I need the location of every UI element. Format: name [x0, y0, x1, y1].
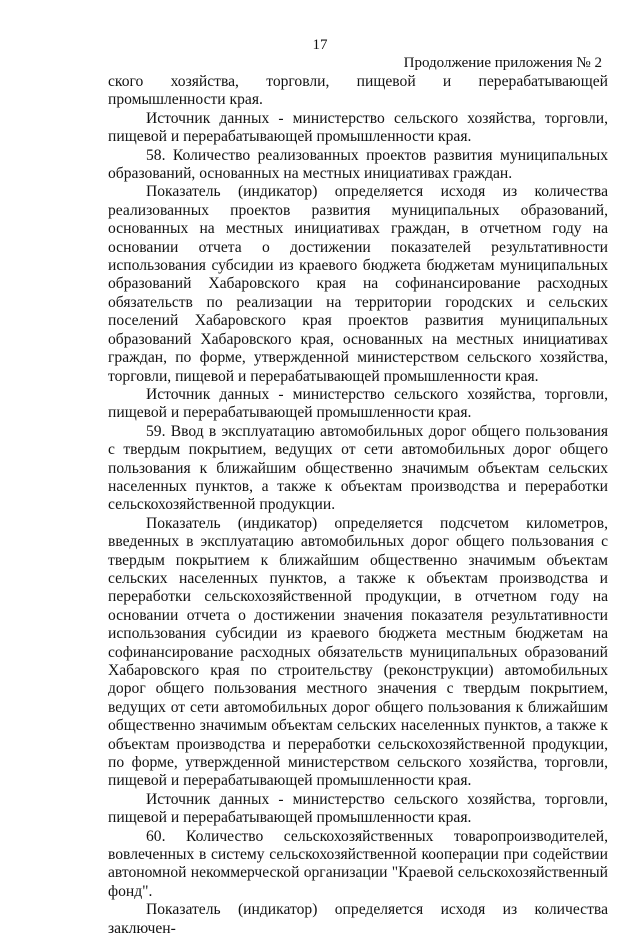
paragraph-item-60-definition: Показатель (индикатор) определяется исходя из количества заключен- — [108, 901, 608, 937]
appendix-continuation-label: Продолжение приложения № 2 — [403, 55, 602, 71]
paragraph-data-source: Источник данных - министерство сельского хозяйства, торговли, пищевой и перерабатывающей промышленности края. — [108, 790, 608, 827]
paragraph-data-source: Источник данных - министерство сельского хозяйства, торговли, пищевой и перерабатывающей промышленности края. — [108, 109, 608, 146]
paragraph-data-source: Источник данных - министерство сельского хозяйства, торговли, пищевой и перерабатывающей промышленности края. — [108, 385, 608, 422]
page-number: 17 — [312, 37, 328, 53]
paragraph-item-59-heading: 59. Ввод в эксплуатацию автомобильных дорог общего пользования с твердым покрытием, ведущих от сети автомобильных дорог общего пользования к ближайшим общественно значимым объектам сельских населенных пунктов, а также к объектам производства и переработки сельскохозяйственной продукции. — [108, 422, 608, 514]
paragraph-item-58-definition: Показатель (индикатор) определяется исходя из количества реализованных проектов развития муниципальных образований, основанных на местных инициативах граждан, в отчетном году на основании отчета о достижении показателей результативности использования субсидии из краевого бюджета бюджетам муниципальных образований Хабаровского края на софинансирование расходных обязательств по реализации на территории городских и сельских поселений Хабаровского края проектов развития муниципальных образований Хабаровского края, основанных на местных инициативах граждан, по форме, утвержденной министерством сельского хозяйства, торговли, пищевой и перерабатывающей промышленности края. — [108, 183, 608, 385]
paragraph-continued-text: ского хозяйства, торговли, пищевой и перерабатывающей промышленности края. — [108, 73, 608, 109]
document-body — [108, 73, 608, 938]
paragraph-item-59-definition: Показатель (индикатор) определяется подсчетом километров, введенных в эксплуатацию автомобильных дорог общего пользования с твердым покрытием к ближайшим общественно значимым объектам сельских населенных пунктов, а также к объектам производства и переработки сельскохозяйственной продукции, в отчетном году на основании отчета о достижении значения показателя результативности использования субсидии из краевого бюджета местным бюджетам на софинансирование расходных обязательств муниципальных образований Хабаровского края по строительству (реконструкции) автомобильных дорог общего пользования местного значения с твердым покрытием, ведущих от сети автомобильных дорог общего пользования к ближайшим общественно значимым объектам сельских населенных пунктов, а также к объектам производства и переработки сельскохозяйственной продукции, по форме, утвержденной министерством сельского хозяйства, торговли, пищевой и перерабатывающей промышленности края. — [108, 514, 608, 790]
paragraph-item-60-heading: 60. Количество сельскохозяйственных товаропроизводителей, вовлеченных в систему сельскохозяйственной кооперации при содействии автономной некоммерческой организации "Краевой сельскохозяйственный фонд". — [108, 827, 608, 900]
paragraph-item-58-heading: 58. Количество реализованных проектов развития муниципальных образований, основанных на местных инициативах граждан. — [108, 146, 608, 183]
